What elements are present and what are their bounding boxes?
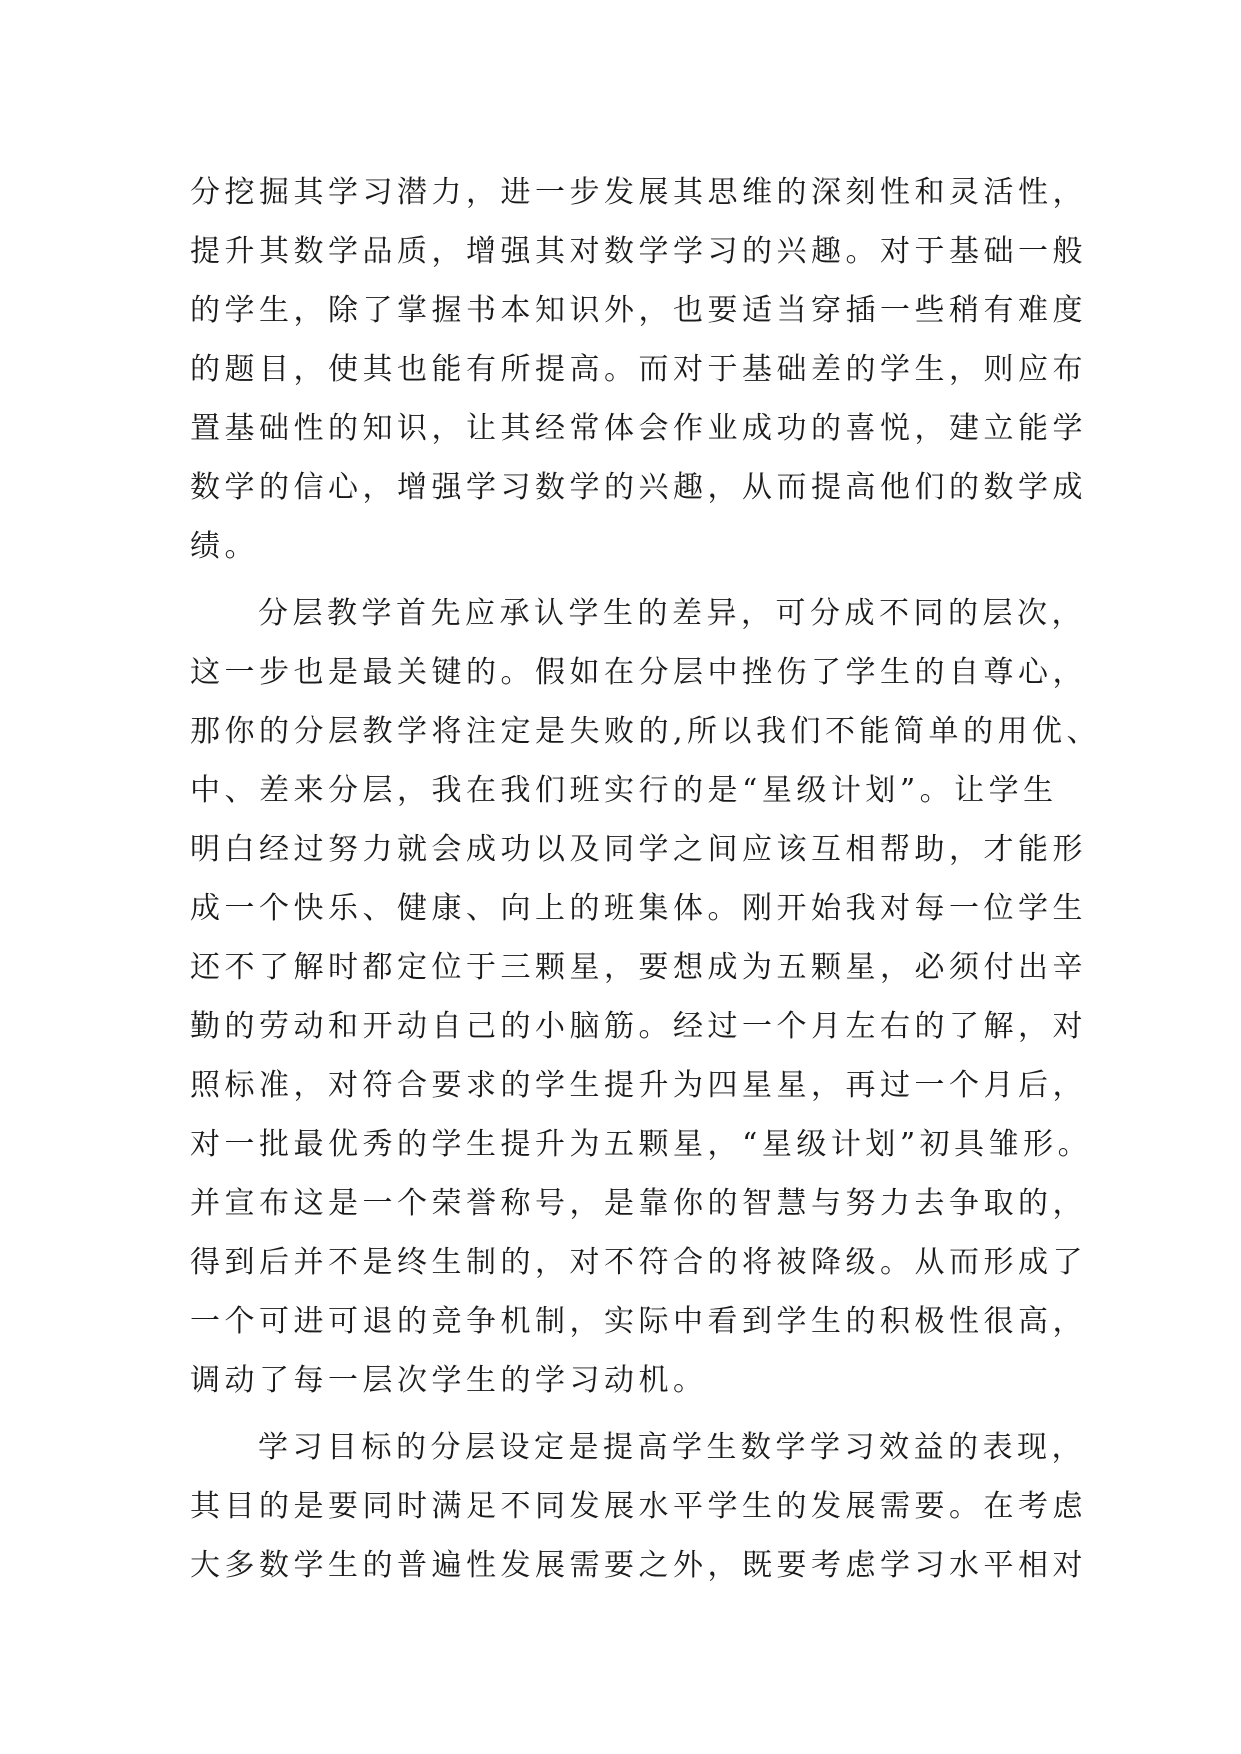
text-line: 并宣布这是一个荣誉称号，是靠你的智慧与努力去争取的， bbox=[190, 1186, 1087, 1221]
text-line: 中、差来分层，我在我们班实行的是“星级计划”。让学生 bbox=[190, 773, 1058, 808]
text-line: 勤的劳动和开动自己的小脑筋。经过一个月左右的了解，对 bbox=[190, 1009, 1087, 1044]
text-line: 一个可进可退的竞争机制，实际中看到学生的积极性很高， bbox=[190, 1304, 1087, 1339]
text-line: 绩。 bbox=[190, 529, 259, 564]
text-line-first: 学习目标的分层设定是提高学生数学学习效益的表现， bbox=[258, 1430, 1086, 1465]
text-line-first: 分层教学首先应承认学生的差异，可分成不同的层次， bbox=[258, 596, 1086, 631]
text-line: 成一个快乐、健康、向上的班集体。刚开始我对每一位学生 bbox=[190, 891, 1087, 926]
paragraph-2 bbox=[190, 584, 1102, 1410]
text-line: 还不了解时都定位于三颗星，要想成为五颗星，必须付出辛 bbox=[190, 950, 1087, 985]
text-line: 提升其数学品质，增强其对数学学习的兴趣。对于基础一般 bbox=[190, 234, 1087, 269]
paragraph-spacer bbox=[190, 1410, 1065, 1418]
text-line: 的学生，除了掌握书本知识外，也要适当穿插一些稍有难度 bbox=[190, 293, 1087, 328]
text-line: 这一步也是最关键的。假如在分层中挫伤了学生的自尊心， bbox=[190, 655, 1087, 690]
text-line: 那你的分层教学将注定是失败的,所以我们不能简单的用优、 bbox=[190, 714, 1102, 749]
text-line: 大多数学生的普遍性发展需要之外，既要考虑学习水平相对 bbox=[190, 1548, 1087, 1583]
text-line: 其目的是要同时满足不同发展水平学生的发展需要。在考虑 bbox=[190, 1489, 1087, 1524]
text-line: 得到后并不是终生制的，对不符合的将被降级。从而形成了 bbox=[190, 1245, 1087, 1280]
paragraph-spacer bbox=[190, 576, 1065, 584]
paragraph-1 bbox=[190, 163, 1087, 576]
text-line: 置基础性的知识，让其经常体会作业成功的喜悦，建立能学 bbox=[190, 411, 1087, 446]
text-line: 对一批最优秀的学生提升为五颗星，“星级计划”初具雏形。 bbox=[190, 1127, 1093, 1162]
paragraph-3 bbox=[190, 1418, 1087, 1595]
text-line: 分挖掘其学习潜力，进一步发展其思维的深刻性和灵活性， bbox=[190, 175, 1087, 210]
text-line: 明白经过努力就会成功以及同学之间应该互相帮助，才能形 bbox=[190, 832, 1087, 867]
text-line: 的题目，使其也能有所提高。而对于基础差的学生，则应布 bbox=[190, 352, 1087, 387]
text-line: 数学的信心，增强学习数学的兴趣，从而提高他们的数学成 bbox=[190, 470, 1087, 505]
text-line: 照标准，对符合要求的学生提升为四星星，再过一个月后， bbox=[190, 1068, 1087, 1103]
text-line: 调动了每一层次学生的学习动机。 bbox=[190, 1363, 708, 1398]
document-page bbox=[190, 163, 1102, 1595]
